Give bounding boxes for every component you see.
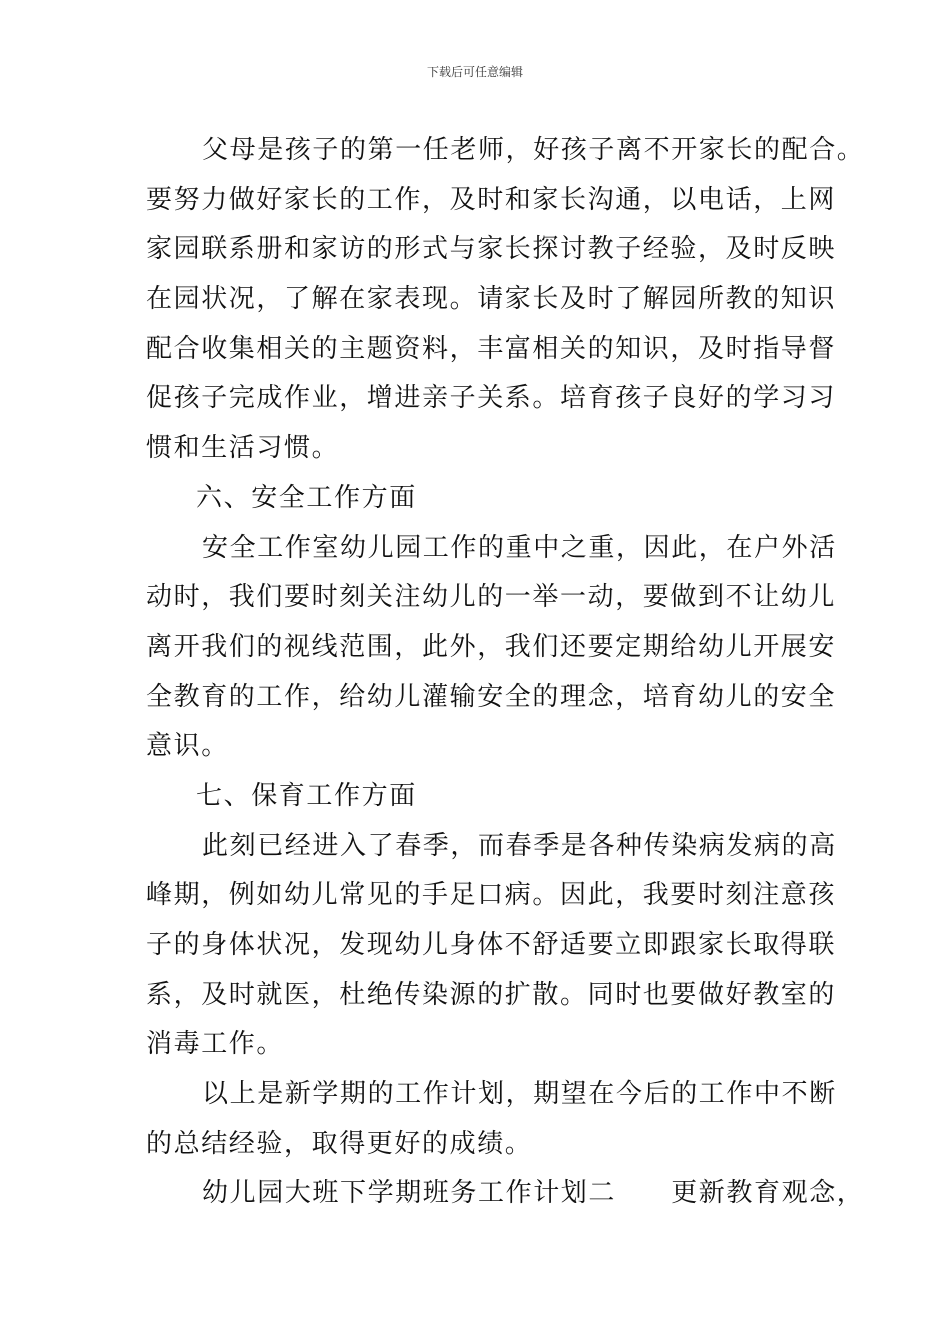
text-line: 要努力做好家长的工作，及时和家长沟通，以电话，上网 (146, 184, 837, 215)
text-line: 在园状况，了解在家表现。请家长及时了解园所教的知识 (146, 284, 837, 315)
text-line: 父母是孩子的第一任老师，好孩子离不开家长的配合。 (202, 135, 865, 165)
text-line: 惯和生活习惯。 (146, 433, 340, 464)
text-line: 离开我们的视线范围，此外，我们还要定期给幼儿开展安 (146, 631, 837, 662)
text-line: 峰期，例如幼儿常见的手足口病。因此，我要时刻注意孩 (146, 880, 837, 911)
text-line: 子的身体状况，发现幼儿身体不舒适要立即跟家长取得联 (146, 930, 837, 960)
section-heading-safety: 六、安全工作方面 (196, 482, 417, 513)
document-body (146, 126, 865, 1219)
text-line: 意识。 (146, 731, 229, 762)
text-line: 安全工作室幼儿园工作的重中之重，因此，在户外活 (202, 532, 837, 563)
text-line: 促孩子完成作业，增进亲子关系。培育孩子良好的学习习 (146, 383, 837, 414)
page-header: 下载后可任意编辑 (426, 65, 523, 79)
text-line: 的总结经验，取得更好的成绩。 (146, 1128, 533, 1159)
text-line: 幼儿园大班下学期班务工作计划二 更新教育观念， (202, 1178, 865, 1209)
text-line: 消毒工作。 (146, 1029, 285, 1060)
text-line: 以上是新学期的工作计划，期望在今后的工作中不断 (202, 1079, 837, 1110)
text-line: 全教育的工作，给幼儿灌输安全的理念，培育幼儿的安全 (146, 681, 837, 712)
text-line: 动时，我们要时刻关注幼儿的一举一动，要做到不让幼儿 (146, 582, 837, 613)
section-heading-care: 七、保育工作方面 (196, 780, 417, 811)
text-line: 家园联系册和家访的形式与家长探讨教子经验，及时反映 (146, 234, 837, 265)
text-line: 系，及时就医，杜绝传染源的扩散。同时也要做好教室的 (146, 979, 837, 1010)
text-line: 此刻已经进入了春季，而春季是各种传染病发病的高 (202, 830, 837, 861)
text-line: 配合收集相关的主题资料，丰富相关的知识，及时指导督 (146, 333, 837, 364)
